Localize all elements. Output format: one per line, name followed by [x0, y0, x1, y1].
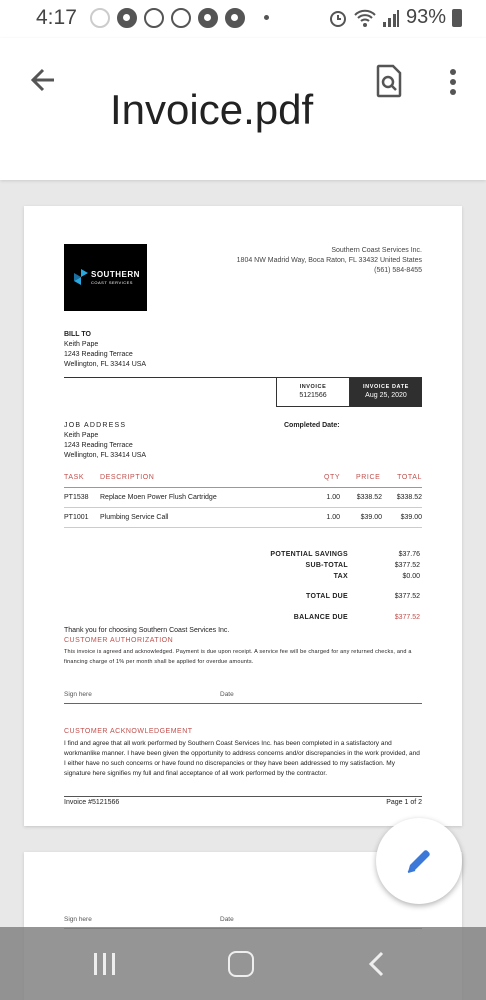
- company-logo: [64, 244, 147, 311]
- dot-icon: [264, 15, 269, 20]
- status-bar: [0, 0, 486, 38]
- subtotal-label: SUB-TOTAL: [305, 562, 348, 569]
- recents-icon: [92, 951, 118, 977]
- footer-divider: [64, 796, 422, 797]
- total-due-label: TOTAL DUE: [306, 593, 348, 600]
- col-qty: QTY: [324, 474, 341, 481]
- logo-name: SOUTHERN: [91, 270, 140, 279]
- item-qty: 1.00: [326, 494, 340, 501]
- item-description: Replace Moen Power Flush Cartridge: [100, 494, 217, 501]
- invoice-label: INVOICE: [299, 384, 327, 390]
- job-address-street: 1243 Reading Terrace: [64, 442, 133, 449]
- system-back-button[interactable]: [368, 951, 386, 977]
- table-divider: [64, 527, 422, 528]
- invoice-number: 5121566: [299, 392, 327, 399]
- photo-search-icon: [171, 8, 191, 28]
- more-options-button[interactable]: [440, 64, 466, 100]
- sync-icon: [90, 8, 110, 28]
- company-address: 1804 NW Madrid Way, Boca Raton, FL 33432 United States: [236, 257, 422, 264]
- system-status: [328, 6, 446, 29]
- alarm-icon: [328, 8, 348, 28]
- invoice-date: Aug 25, 2020: [365, 392, 407, 399]
- app-bar: [0, 38, 486, 180]
- tax-value: $0.00: [402, 573, 420, 580]
- balance-due-value: $377.52: [394, 614, 420, 621]
- col-task: TASK: [64, 474, 85, 481]
- col-price: PRICE: [356, 474, 381, 481]
- customer-acknowledgement-heading: CUSTOMER ACKNOWLEDGEMENT: [64, 728, 193, 735]
- totals-block: [224, 550, 422, 624]
- bill-to-heading: BILL TO: [64, 331, 91, 338]
- item-description: Plumbing Service Call: [100, 514, 169, 521]
- bill-to-city: Wellington, FL 33414 USA: [64, 361, 147, 368]
- company-phone: (561) 584-8455: [374, 267, 422, 274]
- invoice-date-label: INVOICE DATE: [363, 384, 409, 390]
- subtotal-value: $377.52: [394, 562, 420, 569]
- home-button[interactable]: [228, 951, 254, 977]
- balance-due-label: BALANCE DUE: [293, 614, 348, 621]
- thank-you-text: Thank you for choosing Southern Coast Services Inc.: [64, 627, 230, 634]
- footer-page-number: Page 1 of 2: [386, 799, 422, 806]
- job-address: [64, 421, 146, 461]
- chrome-icon: [198, 8, 218, 28]
- item-price: $39.00: [360, 514, 382, 521]
- potential-savings-label: POTENTIAL SAVINGS: [270, 551, 348, 558]
- signal-icon: [382, 8, 400, 28]
- tax-row: [224, 572, 422, 583]
- table-divider: [64, 487, 422, 488]
- balance-due-row: [224, 613, 422, 624]
- item-total: $338.52: [396, 494, 422, 501]
- sign-here-label: Sign here: [64, 691, 92, 698]
- chrome-icon: [225, 8, 245, 28]
- invoice-number-box: [276, 378, 350, 407]
- bill-to: [64, 330, 146, 370]
- job-address-name: Keith Pape: [64, 432, 99, 439]
- recents-button[interactable]: [92, 951, 118, 977]
- col-description: DESCRIPTION: [100, 474, 155, 481]
- system-navigation-bar: [0, 927, 486, 1000]
- job-address-heading: JOB ADDRESS: [64, 422, 127, 429]
- potential-savings-row: [224, 550, 422, 561]
- item-task: PT1001: [64, 514, 89, 521]
- customer-authorization-heading: CUSTOMER AUTHORIZATION: [64, 637, 174, 644]
- job-address-city: Wellington, FL 33414 USA: [64, 452, 147, 459]
- threads-icon: [144, 8, 164, 28]
- authorization-text: This invoice is agreed and acknowledged. Payment is due upon receipt. A service fee will be charged for any returned checks, and a financing charge of 1% per month shall be applied for overdue amounts.: [64, 649, 412, 665]
- company-name: Southern Coast Services Inc.: [331, 247, 422, 254]
- battery-percent: 93%: [405, 6, 446, 28]
- total-due-value: $377.52: [394, 593, 420, 600]
- item-task: PT1538: [64, 494, 89, 501]
- completed-date-label: Completed Date:: [284, 422, 340, 429]
- item-qty: 1.00: [326, 514, 340, 521]
- back-icon: [368, 951, 386, 977]
- date-label: Date: [220, 916, 234, 923]
- search-document-button[interactable]: [370, 62, 408, 100]
- signature-line: [64, 703, 422, 704]
- item-price: $338.52: [356, 494, 382, 501]
- status-time: 4:17: [36, 6, 77, 29]
- total-due-row: [224, 592, 422, 603]
- potential-savings-value: $37.76: [398, 551, 420, 558]
- logo-mark-icon: [74, 269, 88, 285]
- col-total: TOTAL: [397, 474, 422, 481]
- chrome-icon: [117, 8, 137, 28]
- pdf-page-1[interactable]: [24, 206, 462, 826]
- invoice-date-box: [350, 378, 422, 407]
- back-button[interactable]: [26, 62, 62, 98]
- company-info: [237, 246, 422, 276]
- wifi-icon: [354, 8, 376, 28]
- item-total: $39.00: [400, 514, 422, 521]
- sign-here-label: Sign here: [64, 916, 92, 923]
- footer-invoice-number: Invoice #5121566: [64, 799, 120, 806]
- bill-to-street: 1243 Reading Terrace: [64, 351, 133, 358]
- more-vert-icon: [440, 64, 466, 100]
- acknowledgement-text: I find and agree that all work performed by Southern Coast Services Inc. has been completed in a satisfactory and workmanlike manner. I have been given the opportunity to address concerns and/or discrepancies in the work provided, and I either have no such concerns or have found no discrepancies or they have been addressed to my satisfaction. My signature here signifies my full and final acceptance of all work performed by the contractor.: [64, 740, 420, 777]
- bill-to-name: Keith Pape: [64, 341, 99, 348]
- document-search-icon: [370, 62, 408, 100]
- notification-icons: [90, 8, 269, 28]
- edit-fab-button[interactable]: [376, 818, 462, 904]
- edit-pencil-icon: [404, 846, 434, 876]
- battery-icon: [452, 9, 462, 27]
- arrow-back-icon: [26, 62, 62, 98]
- date-label: Date: [220, 691, 234, 698]
- document-title: Invoice.pdf: [110, 86, 314, 133]
- thank-you-note: [64, 626, 229, 646]
- logo-subtitle: COAST SERVICES: [91, 280, 133, 285]
- subtotal-row: [224, 561, 422, 572]
- tax-label: TAX: [333, 573, 348, 580]
- table-divider: [64, 507, 422, 508]
